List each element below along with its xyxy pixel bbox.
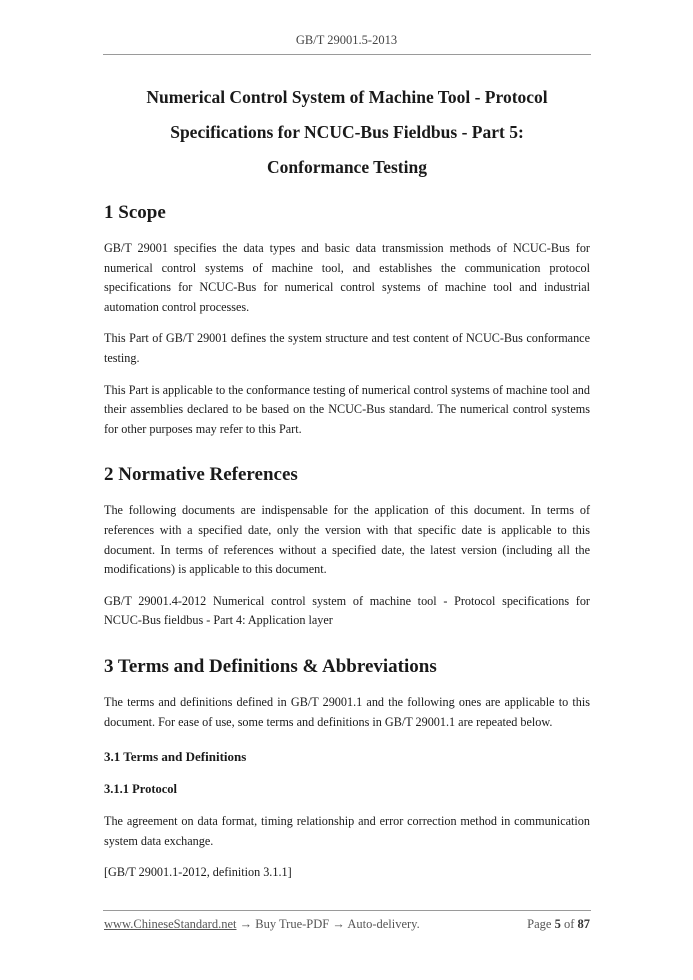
subsection-heading-terms-definitions: 3.1 Terms and Definitions <box>104 749 247 765</box>
delivery-text: Auto-delivery. <box>347 917 420 931</box>
normative-paragraph-1: The following documents are indispensable for the application of this document. In terms of references with a specified date, only the version with that specific date is applicable to this document. In terms of references without a specified date, the latest version (including all the modifications) is applicable to this document. <box>104 503 590 577</box>
scope-paragraph-1: GB/T 29001 specifies the data types and basic data transmission methods of NCUC-Bus for numerical control systems of machine tool, and establishes the communication protocol specifications for NCUC-Bus for numerical control systems of machine tool and industrial automation control processes. <box>104 241 590 314</box>
header-rule <box>103 54 591 55</box>
page-of: of <box>563 917 575 931</box>
document-title <box>103 80 591 185</box>
subsubsection-heading-protocol: 3.1.1 Protocol <box>104 782 178 797</box>
page-label: Page <box>527 917 552 931</box>
title-line-2: Specifications for NCUC-Bus Fieldbus - Part 5: <box>170 122 524 142</box>
protocol-definition: The agreement on data format, timing relationship and error correction method in communication system data exchange. <box>104 814 590 848</box>
normative-reference-entry: GB/T 29001.4-2012 Numerical control system of machine tool - Protocol specifications for NCUC-Bus fieldbus - Part 4: Application layer <box>104 593 590 628</box>
page-current: 5 <box>554 917 561 931</box>
section-heading-terms: 3 Terms and Definitions & Abbreviations <box>104 655 437 677</box>
footer-rule <box>103 910 591 911</box>
section-heading-scope: 1 Scope <box>104 202 166 223</box>
scope-paragraph-2: This Part of GB/T 29001 defines the system structure and test content of NCUC-Bus conformance testing. <box>104 331 590 365</box>
arrow-right-icon: → <box>332 917 345 931</box>
footer-promo <box>104 917 420 932</box>
title-line-1: Numerical Control System of Machine Tool - Protocol <box>146 87 548 107</box>
page-total: 87 <box>577 917 590 931</box>
site-link[interactable]: www.ChineseStandard.net <box>104 917 237 931</box>
section-heading-normative-references: 2 Normative References <box>104 464 298 486</box>
scope-paragraph-3: This Part is applicable to the conformance testing of numerical control systems of machine tool and their assemblies declared to be based on the NCUC-Bus standard. The numerical control systems for other purposes may refer to this Part. <box>104 382 590 436</box>
running-header: GB/T 29001.5-2013 <box>295 33 398 47</box>
protocol-definition-source: [GB/T 29001.1-2012, definition 3.1.1] <box>104 865 292 880</box>
terms-paragraph-1: The terms and definitions defined in GB/T 29001.1 and the following ones are applicable to this document. For ease of use, some terms and definitions in GB/T 29001.1 are repeated below. <box>104 694 590 729</box>
document-body <box>104 201 590 883</box>
arrow-right-icon: → <box>239 917 253 931</box>
buy-text: Buy True-PDF <box>255 917 330 931</box>
page-number <box>527 917 590 932</box>
title-line-3: Conformance Testing <box>267 157 427 177</box>
